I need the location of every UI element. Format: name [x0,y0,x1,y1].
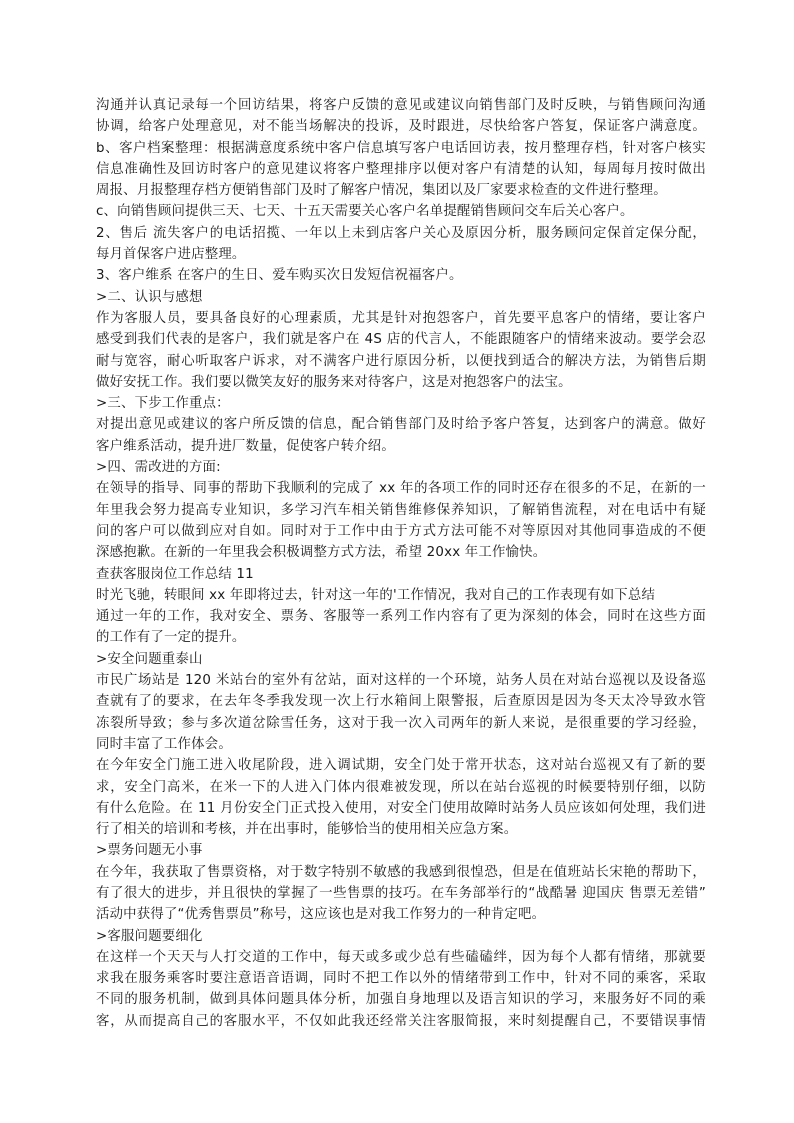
text-line: 冻裂所导致；参与多次道岔除雪任务，这对于我一次入司两年的新人来说，是很重要的学习经验， [96,715,706,731]
text-line: 在这样一个天天与人打交道的工作中，每天或多或少总有些磕磕绊，因为每个人都有情绪，那就要 [96,949,706,965]
text-line: 感受到我们代表的是客户，我们就是客户在 4S 店的代言人，不能跟随客户的情绪来波动。要学会忍 [96,332,706,348]
text-line: 求我在服务乘客时要注意语音语调，同时不把工作以外的情绪带到工作中，针对不同的乘客，采取 [96,971,706,987]
text-line: 客，从而提高自己的客服水平，不仅如此我还经常关注客服简报，来时刻提醒自己，不要错误事情 [96,1013,706,1029]
text-line: 周报、月报整理存档方便销售部门及时了解客户情况，集团以及厂家要求检查的文件进行整理。 [96,183,667,199]
text-line: 同时丰富了工作体会。 [96,736,232,752]
text-line: 有了很大的进步，并且很快的掌握了一些售票的技巧。在车务部举行的“战酷暑 迎国庆 售票无差错” [96,885,706,901]
text-line: 查就有了的要求，在去年冬季我发现一次上行水箱间上限警报，后查原因是因为冬天太冷导致水管 [96,694,706,710]
text-line: 查获客服岗位工作总结 11 [96,566,254,582]
text-line: 耐与宽容，耐心听取客户诉求，对不满客户进行原因分析，以便找到适合的解决方法，为销售后期 [96,353,706,369]
text-line: 求，安全门高米，在米一下的人进入门体内很难被发现，所以在站台巡视的时候要特别仔细，以防 [96,779,706,795]
text-line: >三、下步工作重点： [96,396,230,412]
text-line: 的工作有了一定的提升。 [96,630,246,646]
text-line: 2、售后 流失客户的电话招揽、一年以上未到店客户关心及原因分析，服务顾问定保首定保分配， [96,225,706,241]
text-line: 做好安抚工作。我们要以微笑友好的服务来对待客户，这是对抱怨客户的法宝。 [96,374,572,390]
text-line: 每月首保客户进店整理。 [96,247,246,263]
text-line: 行了相关的培训和考核，并在出事时，能够恰当的使用相关应急方案。 [96,822,518,838]
text-line: 不同的服务机制，做到具体问题具体分析，加强自身地理以及语言知识的学习，来服务好不同的乘 [96,992,706,1008]
text-line: 客户维系活动，提升进厂数量，促使客户转介绍。 [96,438,395,454]
text-line: 时光飞驰，转眼间 xx 年即将过去，针对这一年的'工作情况，我对自己的工作表现有如下总结 [96,587,656,603]
text-line: 问的客户可以做到应对自如。同时对于工作中由于方式方法可能不对等原因对其他同事造成的不便 [96,523,706,539]
text-line: 在今年，我获取了售票资格，对于数字特别不敏感的我感到很惶恐，但是在值班站长宋艳的帮助下， [96,864,706,880]
text-line: 沟通并认真记录每一个回访结果，将客户反馈的意见或建议向销售部门及时反映，与销售顾问沟通 [96,98,706,113]
text-line: 活动中获得了“优秀售票员”称号，这应该也是对我工作努力的一种肯定吧。 [96,907,546,923]
text-line: 在领导的指导、同事的帮助下我顺利的完成了 xx 年的各项工作的同时还存在很多的不足，在新的一 [96,481,706,497]
text-line: 对提出意见或建议的客户所反馈的信息，配合销售部门及时给予客户答复，达到客户的满意。做好 [96,417,706,433]
text-line: 在今年安全门施工进入收尾阶段，进入调试期，安全门处于常开状态，这对站台巡视又有了新的要 [96,758,706,774]
text-line: 市民广场站是 120 米站台的室外有岔站，面对这样的一个环境，站务人员在对站台巡视以及设备巡 [96,673,706,689]
text-line: >客服问题要细化 [96,928,203,944]
text-line: >四、需改进的方面: [96,460,221,476]
text-line: 深感抱歉。在新的一年里我会积极调整方式方法，希望 20xx 年工作愉快。 [96,545,547,561]
text-line: >安全问题重泰山 [96,651,203,667]
text-line: 协调，给客户处理意见，对不能当场解决的投诉，及时跟进，尽快给客户答复，保证客户满意度。 [96,119,706,135]
text-line: 3、客户维系 在客户的生日、爱车购买次日发短信祝福客户。 [96,268,463,284]
text-line: 年里我会努力提高专业知识，多学习汽车相关销售维修保养知识，了解销售流程，对在电话中有疑 [96,502,706,518]
text-line: 有什么危险。在 11 月份安全门正式投入使用，对安全门使用故障时站务人员应该如何处理，我们进 [96,800,706,816]
text-line: >票务问题无小事 [96,843,203,859]
text-line: 信息准确性及回访时客户的意见建议将客户整理排序以便对客户有清楚的认知，每周每月按时做出 [96,161,706,177]
text-line: c、向销售顾问提供三天、七天、十五天需要关心客户名单提醒销售顾问交车后关心客户。 [96,204,634,220]
text-line: >二、认识与感想 [96,289,203,305]
document-body [96,95,706,1032]
text-line: b、客户档案整理：根据满意度系统中客户信息填写客户电话回访表，按月整理存档，针对客户核实 [96,140,706,156]
text-line: 通过一年的工作，我对安全、票务、客服等一系列工作内容有了更为深刻的体会，同时在这些方面 [96,609,706,625]
text-line: 作为客服人员，要具备良好的心理素质，尤其是针对抱怨客户，首先要平息客户的情绪，要让客户 [96,310,706,326]
